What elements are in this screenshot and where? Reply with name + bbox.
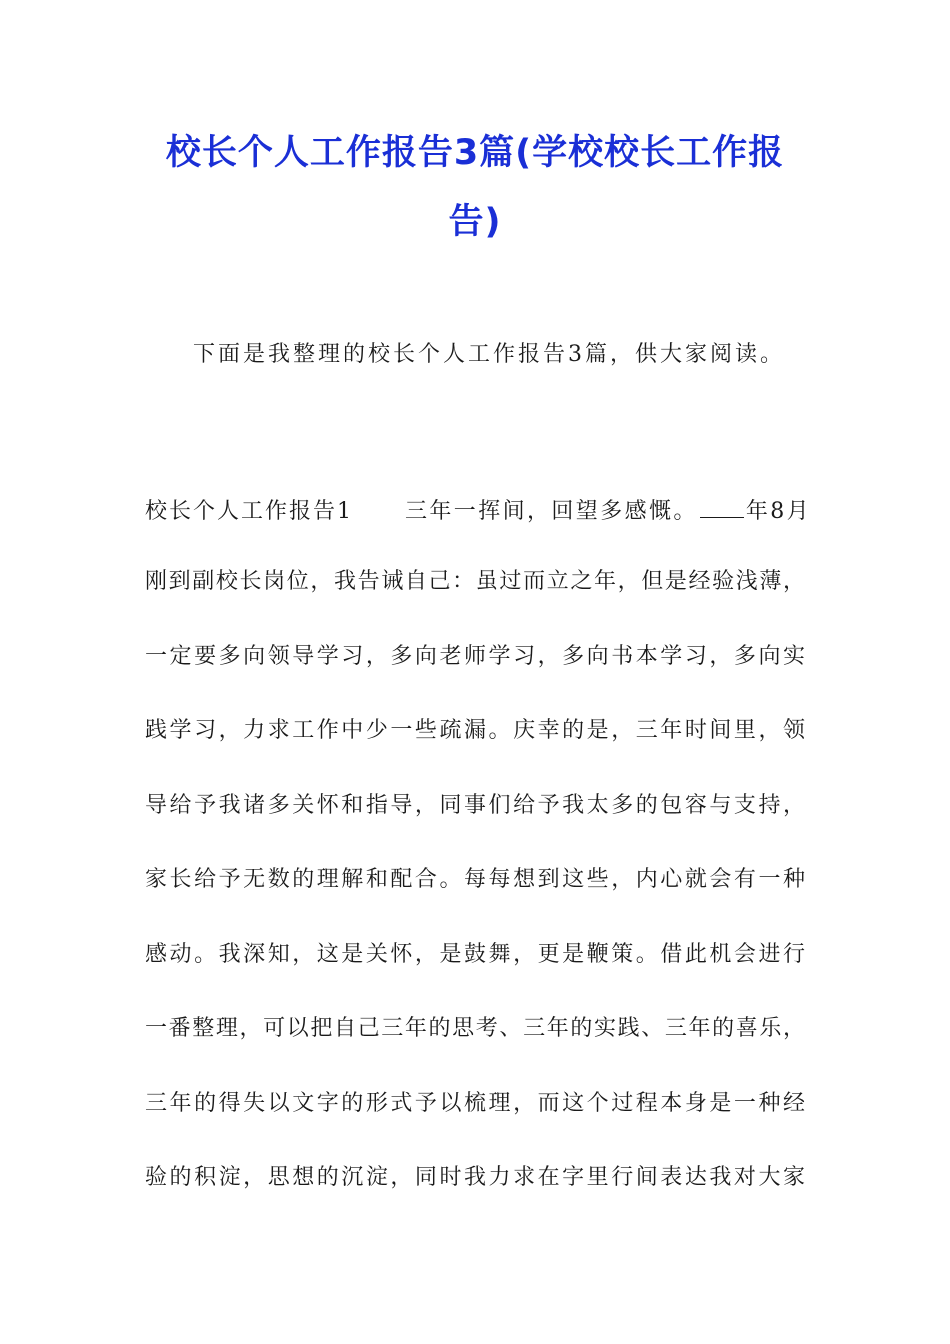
body-line: 践学习，力求工作中少一些疏漏。庆幸的是，三年时间里，领 <box>145 718 805 743</box>
first-line-text: 三年一挥间，回望多感慨。 <box>405 499 698 524</box>
body-line: 刚到副校长岗位，我告诫自己：虽过而立之年，但是经验浅薄， <box>145 569 805 594</box>
body-line: 三年的得失以文字的形式予以梳理，而这个过程本身是一种经 <box>145 1091 805 1116</box>
body-line: 导给予我诸多关怀和指导，同事们给予我太多的包容与支持， <box>145 793 805 818</box>
body-line: 一番整理，可以把自己三年的思考、三年的实践、三年的喜乐， <box>145 1016 805 1041</box>
first-body-line <box>145 497 812 524</box>
document-title-line-1: 校长个人工作报告3篇(学校校长工作报 <box>165 133 785 173</box>
body-line: 感动。我深知，这是关怀，是鼓舞，更是鞭策。借此机会进行 <box>145 942 805 967</box>
body-line: 验的积淀，思想的沉淀，同时我力求在字里行间表达我对大家 <box>145 1165 805 1190</box>
document-title-line-2: 告) <box>448 202 502 242</box>
section-heading: 校长个人工作报告1 <box>145 499 353 524</box>
intro-paragraph: 下面是我整理的校长个人工作报告3篇，供大家阅读。 <box>193 342 785 367</box>
year-blank <box>700 497 744 518</box>
body-line: 家长给予无数的理解和配合。每每想到这些，内心就会有一种 <box>145 867 805 892</box>
first-line-date: 年8月 <box>745 499 812 524</box>
body-line: 一定要多向领导学习，多向老师学习，多向书本学习，多向实 <box>145 644 805 669</box>
